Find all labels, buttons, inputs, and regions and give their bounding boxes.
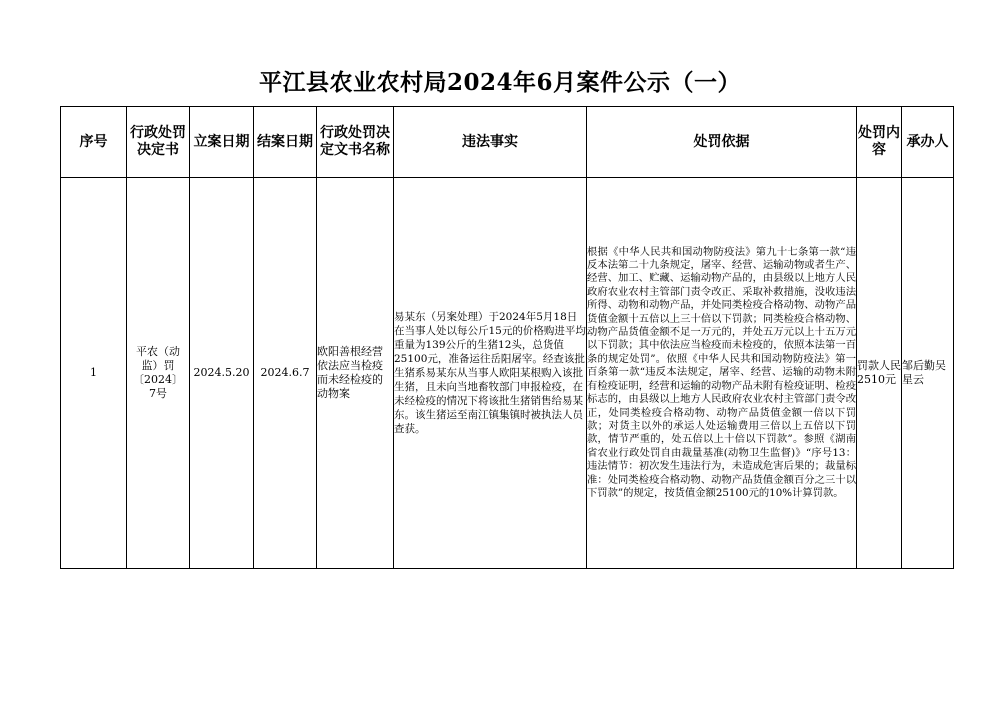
header-handler: 承办人 bbox=[902, 107, 954, 178]
header-basis: 处罚依据 bbox=[587, 107, 857, 178]
cell-facts: 易某东（另案处理）于2024年5月18日在当事人处以每公斤15元的价格购进平均重量为139公斤的生猪12头，总货值25100元，准备运往岳阳屠宰。经查该批生猪系易某东从当事人欧阳某根购入该批生猪，且未向当地畜牧部门申报检疫，在未经检疫的情况下将该批生猪销售给易某东。该生猪运至南江镇集镇时被执法人员查获。 bbox=[394, 178, 587, 569]
header-facts: 违法事实 bbox=[394, 107, 587, 178]
cell-decision-no: 平农（动监）罚〔2024〕7号 bbox=[127, 178, 190, 569]
cell-handler: 邹后勤吴星云 bbox=[902, 178, 954, 569]
cell-filing-date: 2024.5.20 bbox=[190, 178, 254, 569]
header-content: 处罚内容 bbox=[857, 107, 902, 178]
header-doc-name: 行政处罚决定文书名称 bbox=[317, 107, 394, 178]
cell-seq: 1 bbox=[61, 178, 127, 569]
case-table bbox=[60, 106, 954, 569]
table-row bbox=[61, 178, 954, 569]
header-row bbox=[61, 107, 954, 178]
cell-doc-name: 欧阳善根经营依法应当检疫而未经检疫的动物案 bbox=[317, 178, 394, 569]
page-title: 平江县农业农村局2024年6月案件公示（一） bbox=[258, 69, 742, 96]
cell-basis: 根据《中华人民共和国动物防疫法》第九十七条第一款“违反本法第二十九条规定，屠宰、经营、运输动物或者生产、经营、加工、贮藏、运输动物产品的，由县级以上地方人民政府农业农村主管部门责令改正、采取补救措施，没收违法所得、动物和动物产品，并处同类检疫合格动物、动物产品货值金额十五倍以上三十倍以下罚款；同类检疫合格动物、动物产品货值金额不足一万元的，并处五万元以上十五万元以下罚款；其中依法应当检疫而未检疫的，依照本法第一百条的规定处罚”。依照《中华人民共和国动物防疫法》第一百条第一款“违反本法规定，屠宰、经营、运输的动物未附有检疫证明，经营和运输的动物产品未附有检疫证明、检疫标志的，由县级以上地方人民政府农业农村主管部门责令改正，处同类检疫合格动物、动物产品货值金额一倍以下罚款；对货主以外的承运人处运输费用三倍以上五倍以下罚款，情节严重的，处五倍以上十倍以下罚款”。参照《湖南省农业行政处罚自由裁量基准(动物卫生监督)》“序号13：违法情节：初次发生违法行为，未造成危害后果的；裁量标准：处同类检疫合格动物、动物产品货值金额百分之三十以下罚款”的规定，按货值金额25100元的10%计算罚款。 bbox=[587, 178, 857, 569]
header-decision-no: 行政处罚决定书 bbox=[127, 107, 190, 178]
header-seq: 序号 bbox=[61, 107, 127, 178]
header-closing-date: 结案日期 bbox=[254, 107, 317, 178]
cell-content: 罚款人民2510元 bbox=[857, 178, 902, 569]
header-filing-date: 立案日期 bbox=[190, 107, 254, 178]
cell-closing-date: 2024.6.7 bbox=[254, 178, 317, 569]
